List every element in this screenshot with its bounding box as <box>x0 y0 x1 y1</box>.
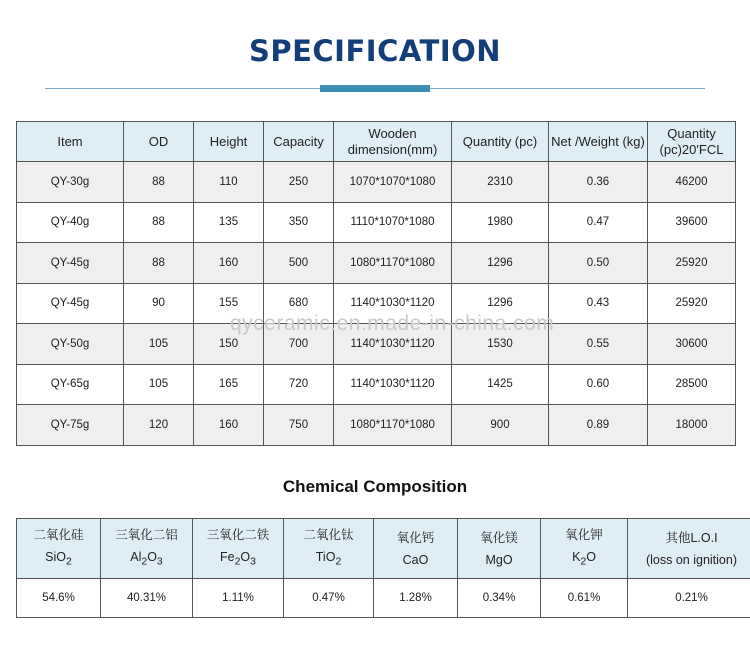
spec-header-cell: OD <box>124 122 194 162</box>
spec-cell: 1080*1170*1080 <box>334 243 452 284</box>
spec-cell: 0.55 <box>549 324 648 365</box>
spec-cell: 0.43 <box>549 283 648 324</box>
page-title: SPECIFICATION <box>248 34 502 68</box>
spec-cell: 155 <box>194 283 264 324</box>
chem-compound-formula: MgO <box>485 552 513 567</box>
spec-cell: 135 <box>194 202 264 243</box>
spec-cell: 90 <box>124 283 194 324</box>
spec-cell: 1070*1070*1080 <box>334 162 452 203</box>
watermark: qyceramic.en.made-in-china.com <box>230 312 555 335</box>
spec-cell: 0.50 <box>549 243 648 284</box>
spec-cell: QY-40g <box>17 202 124 243</box>
chem-compound-formula: (loss on ignition) <box>645 552 737 567</box>
chem-compound-name: 三氧化二铝 <box>115 527 178 542</box>
spec-row <box>17 243 736 284</box>
chem-value-cell: 1.11% <box>193 579 284 618</box>
chem-compound-formula: SiO$_2$ <box>45 549 72 568</box>
chem-compound-name: 三氧化二铁 <box>206 527 270 542</box>
chem-header-cell <box>17 519 101 579</box>
spec-cell: 2310 <box>452 162 549 203</box>
chem-compound-formula: TiO$_2$ <box>315 549 342 568</box>
chem-compound-name: 二氧化钛 <box>303 527 354 542</box>
chem-compound-name: 氧化钾 <box>565 527 603 542</box>
spec-cell: 160 <box>194 243 264 284</box>
spec-row <box>17 324 736 365</box>
chem-compound-formula: $K_2O$ <box>572 549 596 568</box>
spec-cell: QY-45g <box>17 243 124 284</box>
spec-header-row <box>17 122 736 162</box>
chem-compound-name: 氧化钙 <box>396 530 435 545</box>
spec-cell: 105 <box>124 364 194 405</box>
chem-header-cell <box>193 519 284 579</box>
spec-cell: 25920 <box>648 283 736 324</box>
spec-cell: 500 <box>264 243 334 284</box>
spec-cell: 1080*1170*1080 <box>334 405 452 446</box>
chem-compound-formula: $Al_2O_3$ <box>130 549 163 568</box>
spec-header-cell: Wooden dimension(mm) <box>334 122 452 162</box>
spec-cell: 0.60 <box>549 364 648 405</box>
spec-header-cell: Item <box>17 122 124 162</box>
spec-header-cell: Capacity <box>264 122 334 162</box>
chem-value-cell: 0.21% <box>628 579 750 618</box>
spec-row <box>17 405 736 446</box>
chem-values-row <box>17 579 750 618</box>
spec-cell: 110 <box>194 162 264 203</box>
chemical-composition-table <box>16 518 750 618</box>
chem-header-row <box>17 519 750 579</box>
chem-value-cell: 0.47% <box>284 579 374 618</box>
spec-cell: 900 <box>452 405 549 446</box>
chem-header-cell <box>541 519 628 579</box>
spec-cell: 165 <box>194 364 264 405</box>
spec-cell: 350 <box>264 202 334 243</box>
spec-cell: 88 <box>124 202 194 243</box>
spec-header-cell: Net /Weight (kg) <box>549 122 648 162</box>
chem-compound-formula: $Fe_2O_3$ <box>220 549 256 568</box>
spec-cell: 1140*1030*1120 <box>334 364 452 405</box>
spec-cell: QY-75g <box>17 405 124 446</box>
spec-cell: 700 <box>264 324 334 365</box>
spec-cell: 1425 <box>452 364 549 405</box>
chem-value-cell: 1.28% <box>374 579 458 618</box>
spec-cell: 1980 <box>452 202 549 243</box>
spec-cell: 150 <box>194 324 264 365</box>
spec-cell: 46200 <box>648 162 736 203</box>
spec-header-cell: Quantity (pc)20'FCL <box>648 122 736 162</box>
chem-compound-name: 二氧化硅 <box>33 527 84 542</box>
spec-cell: 1296 <box>452 243 549 284</box>
chem-header-cell <box>374 519 458 579</box>
spec-cell: 250 <box>264 162 334 203</box>
spec-cell: 88 <box>124 243 194 284</box>
chem-header-cell <box>284 519 374 579</box>
spec-cell: 25920 <box>648 243 736 284</box>
chem-compound-name: 其他L.O.I <box>665 530 718 545</box>
spec-cell: 18000 <box>648 405 736 446</box>
chem-value-cell: 40.31% <box>101 579 193 618</box>
spec-cell: 1140*1030*1120 <box>334 283 452 324</box>
spec-cell: 160 <box>194 405 264 446</box>
specification-table <box>16 121 736 446</box>
spec-cell: 1110*1070*1080 <box>334 202 452 243</box>
spec-cell: 28500 <box>648 364 736 405</box>
title-divider-accent <box>320 85 430 92</box>
spec-cell: 1530 <box>452 324 549 365</box>
spec-cell: 88 <box>124 162 194 203</box>
spec-cell: 0.36 <box>549 162 648 203</box>
spec-cell: QY-30g <box>17 162 124 203</box>
chem-value-cell: 0.34% <box>458 579 541 618</box>
chem-compound-formula: CaO <box>402 552 429 567</box>
spec-cell: 0.89 <box>549 405 648 446</box>
spec-row <box>17 283 736 324</box>
spec-cell: 1140*1030*1120 <box>334 324 452 365</box>
spec-row <box>17 364 736 405</box>
spec-header-cell: Height <box>194 122 264 162</box>
spec-cell: 0.47 <box>549 202 648 243</box>
chem-header-cell <box>628 519 750 579</box>
spec-row <box>17 162 736 203</box>
spec-cell: QY-65g <box>17 364 124 405</box>
spec-cell: 750 <box>264 405 334 446</box>
spec-cell: QY-50g <box>17 324 124 365</box>
spec-cell: 1296 <box>452 283 549 324</box>
chem-header-cell <box>458 519 541 579</box>
spec-cell: 720 <box>264 364 334 405</box>
spec-cell: 680 <box>264 283 334 324</box>
chem-value-cell: 0.61% <box>541 579 628 618</box>
chem-value-cell: 54.6% <box>17 579 101 618</box>
spec-cell: 30600 <box>648 324 736 365</box>
spec-cell: 105 <box>124 324 194 365</box>
spec-cell: 39600 <box>648 202 736 243</box>
chemical-composition-title: Chemical Composition <box>282 477 468 496</box>
chem-header-cell <box>101 519 193 579</box>
chem-compound-name: 氧化镁 <box>480 530 518 545</box>
spec-row <box>17 202 736 243</box>
spec-header-cell: Quantity (pc) <box>452 122 549 162</box>
spec-cell: 120 <box>124 405 194 446</box>
spec-cell: QY-45g <box>17 283 124 324</box>
